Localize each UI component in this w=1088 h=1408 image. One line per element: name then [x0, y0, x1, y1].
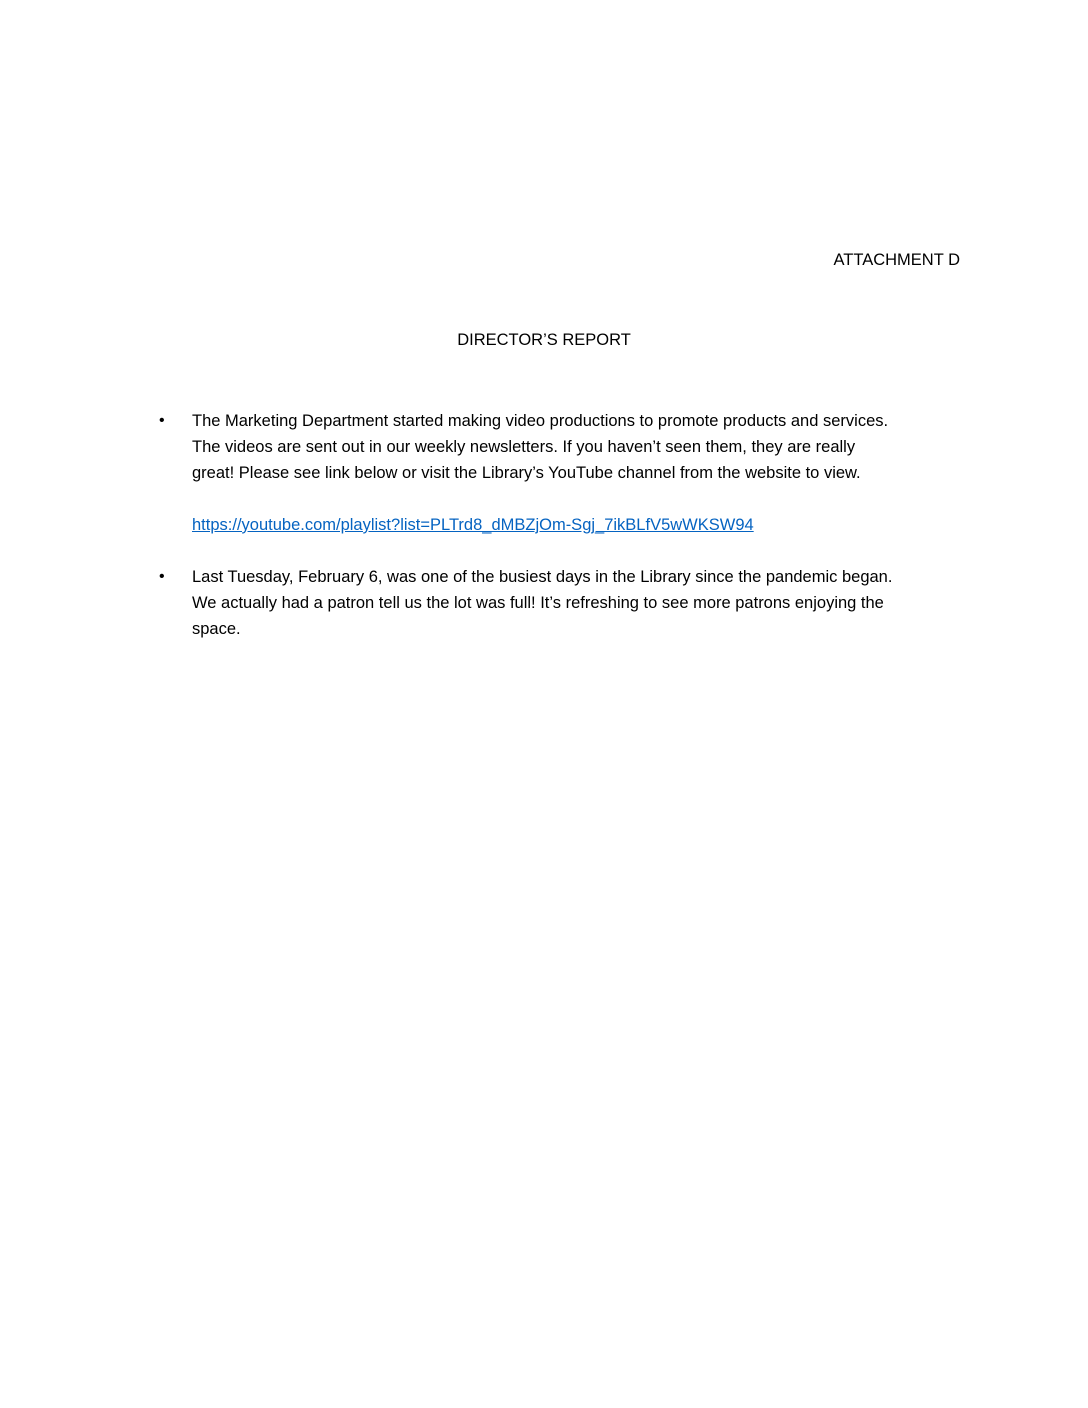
text-line: The videos are sent out in our weekly newsletters. If you haven’t seen them, they are really — [192, 438, 856, 456]
youtube-playlist-link[interactable]: https://youtube.com/playlist?list=PLTrd8_dMBZjOm-Sgj_7ikBLfV5wWKSW94 — [192, 516, 754, 534]
text-line: great! Please see link below or visit the Library’s YouTube channel from the website to view. — [192, 464, 861, 482]
bullet-marker: • — [159, 568, 165, 585]
page-title: DIRECTOR’S REPORT — [457, 331, 631, 349]
text-line: Last Tuesday, February 6, was one of the busiest days in the Library since the pandemic began. — [192, 568, 893, 586]
attachment-label: ATTACHMENT D — [833, 251, 960, 269]
report-item-marketing — [192, 408, 962, 486]
text-line: We actually had a patron tell us the lot was full! It’s refreshing to see more patrons enjoying the — [192, 594, 884, 612]
text-line: space. — [192, 620, 241, 638]
text-line: The Marketing Department started making video productions to promote products and services. — [192, 412, 889, 430]
report-item-busiest-day — [192, 564, 962, 642]
bullet-marker: • — [159, 412, 165, 429]
